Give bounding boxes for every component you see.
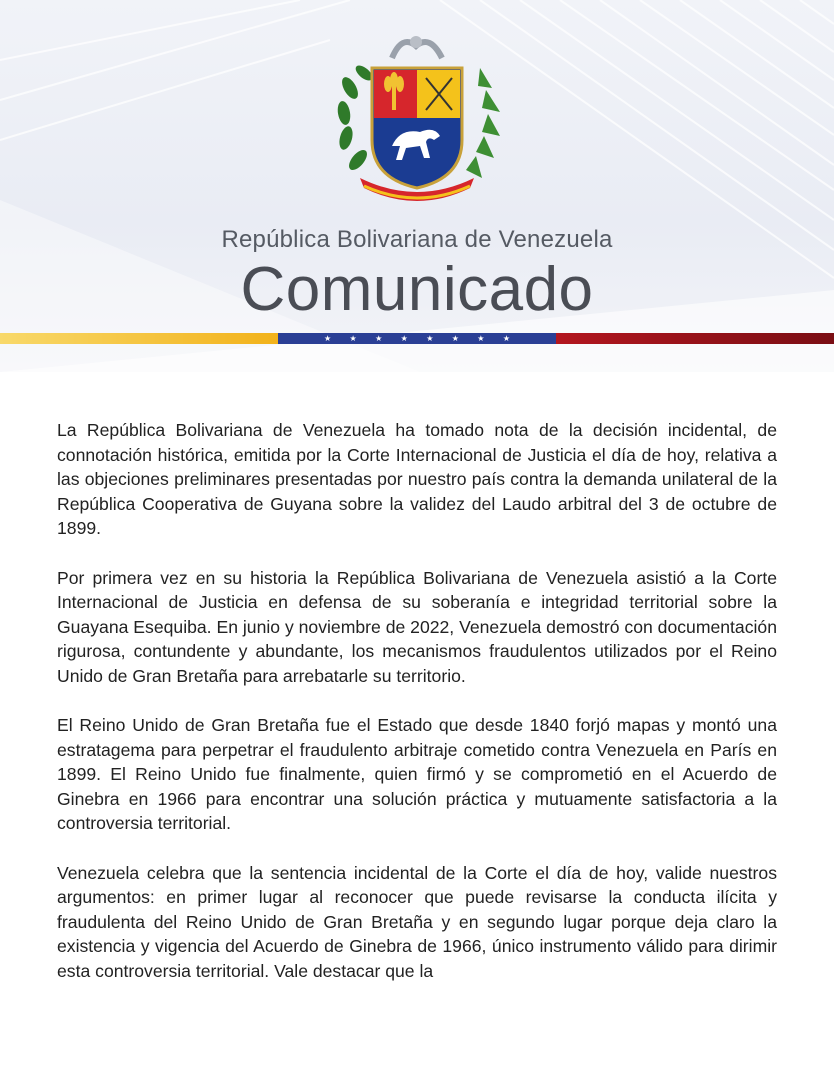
country-name: República Bolivariana de Venezuela [221, 226, 613, 253]
flag-blue-segment [278, 333, 556, 344]
flag-red-segment [556, 333, 834, 344]
star-icon: ★ [324, 333, 332, 343]
star-icon: ★ [502, 333, 510, 343]
header-banner [0, 0, 834, 372]
star-icon: ★ [349, 333, 357, 343]
flag-yellow-segment [0, 333, 278, 344]
communique-body [57, 418, 777, 1008]
star-icon: ★ [451, 333, 459, 343]
star-icon: ★ [375, 333, 383, 343]
star-icon: ★ [477, 333, 485, 343]
star-icon: ★ [400, 333, 408, 343]
paragraph: Venezuela celebra que la sentencia incidental de la Corte el día de hoy, valide nuestros argumentos: en primer lugar al reconocer que puede revisarse la conducta ilícita y fraudulenta del Reino Unido de Gran Bretaña y en segundo lugar porque deja claro la existencia y vigencia del Acuerdo de Ginebra de 1966, único instrumento válido para dirimir esta controversia territorial. Vale destacar que la [57, 862, 777, 981]
star-icon: ★ [426, 333, 434, 343]
page-title: Comunicado [240, 255, 594, 324]
flag-color-bar [0, 333, 834, 344]
paragraph: El Reino Unido de Gran Bretaña fue el Estado que desde 1840 forjó mapas y montó una estratagema para perpetrar el fraudulento arbitraje cometido contra Venezuela en París en 1899. El Reino Unido fue finalmente, quien firmó y se comprometió en el Acuerdo de Ginebra en 1966 para encontrar una solución práctica y mutuamente satisfactoria a la controversia territorial. [57, 715, 777, 833]
coat-of-arms-of-venezuela-icon [330, 28, 504, 206]
flag-stars [278, 333, 556, 344]
paragraph: Por primera vez en su historia la República Bolivariana de Venezuela asistió a la Corte Internacional de Justicia en defensa de su soberanía e integridad territorial sobre la Guayana Esequiba. En junio y noviembre de 2022, Venezuela demostró con documentación rigurosa, contundente y abundante, los mecanismos fraudulentos utilizados por el Reino Unido de Gran Bretaña para arrebatarle su territorio. [57, 567, 777, 686]
paragraph: La República Bolivariana de Venezuela ha tomado nota de la decisión incidental, de connotación histórica, emitida por la Corte Internacional de Justicia el día de hoy, relativa a las objeciones preliminares presentadas por nuestro país contra la demanda unilateral de la República Cooperativa de Guyana sobre la validez del Laudo arbitral del 3 de octubre de 1899. [57, 420, 777, 538]
